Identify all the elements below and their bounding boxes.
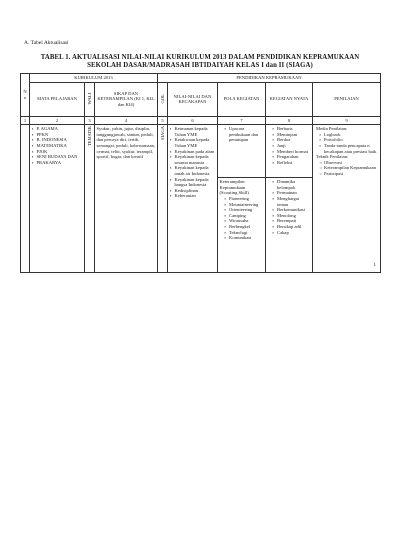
column-number: 2 bbox=[30, 116, 85, 125]
gol-value: SIAGA bbox=[159, 126, 165, 141]
list-item: ▪ Refleksi bbox=[277, 160, 311, 166]
header-nilai: NILAI-NILAI DAN KECAKAPAN bbox=[168, 82, 218, 116]
list-item: ▪ Dinamika kelompok bbox=[277, 179, 311, 190]
pola-bottom-list bbox=[224, 196, 264, 241]
list-item: ▪ B. INDONESIA bbox=[37, 137, 83, 143]
list-item: ▪ Teknologi bbox=[229, 230, 264, 236]
header-pendidikan: PENDIDIKAN KEPRAMUKAAN bbox=[158, 74, 381, 83]
list-item: ▪ MATEMATIKA bbox=[37, 143, 83, 149]
list-item: ▪ PPKN bbox=[37, 132, 83, 138]
sikap-text: Syukur, yakin, jujur, disiplin, tanggungjawab, santun, peduli, dan percaya diri, tertib, semangat, peduli, kebersamaan, cermat, teliti, syukur, terampil, sportif, bugar, dan kreatif bbox=[96, 126, 156, 160]
header-pola: POLA KEGIATAN bbox=[218, 82, 266, 116]
list-item: ▪ Pengarahan bbox=[277, 154, 311, 160]
list-item: ▪ Cakap bbox=[277, 230, 311, 236]
table-row bbox=[21, 125, 381, 273]
list-item: ▪ Berempati bbox=[277, 218, 311, 224]
page-number: 1 bbox=[373, 263, 376, 268]
actualization-table bbox=[20, 73, 381, 273]
list-item: ▪ Ketakwaan kepada Tuhan YME bbox=[175, 137, 216, 148]
list-item: ▪ Keberanian bbox=[175, 193, 216, 199]
teknik-penilaian-list bbox=[316, 160, 379, 177]
list-item: ▪ Tanda-tanda pencapaia n kecakapan atau prestasi baik bbox=[324, 143, 379, 154]
cell-kegiatan bbox=[266, 125, 313, 273]
cell-penilaian bbox=[313, 125, 381, 273]
list-item: ▪ Berkomunikasi bbox=[277, 207, 311, 213]
pola-label: Keterampilan Kepramukaan (Scouting Skill) bbox=[219, 179, 249, 196]
list-item: ▪ Portofolio bbox=[324, 137, 379, 143]
cell-gol bbox=[158, 125, 168, 273]
pola-bottom bbox=[218, 178, 265, 242]
column-number: 5 bbox=[158, 116, 168, 125]
list-item: ▪ Komunikasi bbox=[229, 235, 264, 241]
list-item: ▪ Menghargai teman bbox=[277, 196, 311, 207]
list-item: ▪ Keyakinan kepada tanah air Indonesia bbox=[175, 165, 216, 176]
pola-top bbox=[218, 125, 265, 178]
cell-nilai bbox=[168, 125, 218, 273]
pola-top-list bbox=[224, 126, 264, 143]
list-item: ○ Partisipasi bbox=[324, 171, 379, 177]
list-item: ▪ Bersikap adil bbox=[277, 224, 311, 230]
media-penilaian-label: Media Penilaian: bbox=[316, 126, 348, 132]
column-number: 1 bbox=[21, 116, 30, 125]
list-item: ▪ PJOK bbox=[37, 149, 83, 155]
kegiatan-top-list bbox=[272, 126, 311, 165]
header-kurikulum: KURIKULUM 2013 bbox=[30, 74, 158, 83]
list-item: ▪ Orienteering bbox=[229, 207, 264, 213]
list-item: ▪ Berdoa bbox=[277, 137, 311, 143]
list-item: ▪ Keyakinan pada alam bbox=[175, 149, 216, 155]
header-gol-cell bbox=[158, 82, 168, 116]
subject-list bbox=[32, 126, 83, 165]
list-item: ○ Observasi bbox=[324, 160, 379, 166]
kegiatan-bottom-list bbox=[272, 179, 311, 235]
list-item: ▪ Memberi hormat bbox=[277, 149, 311, 155]
list-item: ▪ Mountaineering bbox=[229, 202, 264, 208]
list-item: ▪ Berbaris bbox=[277, 126, 311, 132]
list-item: ▪ Permainan bbox=[277, 190, 311, 196]
header-row-1 bbox=[21, 74, 381, 83]
list-item: ▪ Keyakinan kepada bangsa Indonesia bbox=[175, 177, 216, 188]
list-item: ▪ Keyakinan kepada sesama manusia bbox=[175, 154, 216, 165]
header-row-2 bbox=[21, 82, 381, 116]
cell-mata-pelajaran bbox=[30, 125, 85, 273]
teknik-penilaian-label: Teknik Penilaian: bbox=[316, 154, 349, 160]
page-heading: A. Tabel Aktualisasi bbox=[24, 40, 69, 46]
list-item: ○ Keterampilan Kepramukaan bbox=[324, 165, 379, 171]
cell-pola bbox=[218, 125, 266, 273]
column-number: 9 bbox=[313, 116, 381, 125]
kegiatan-top bbox=[266, 125, 312, 178]
wali-value: TEMATIK bbox=[86, 126, 92, 147]
column-number-row bbox=[21, 116, 381, 125]
header-wali-cell bbox=[85, 82, 95, 116]
column-number: 8 bbox=[266, 116, 313, 125]
header-sikap: SIKAP DAN KETERAMPILAN (KI 1, KI2, dan KI4) bbox=[95, 82, 158, 116]
list-item: ▪ SENI BUDAYA DAN bbox=[37, 154, 83, 160]
document-title-line-2: SEKOLAH DASAR/MADRASAH IBTIDAIYAH KELAS I dan II (SIAGA) bbox=[87, 62, 313, 69]
header-gol: GOL bbox=[159, 94, 165, 104]
list-item: ▪ Camping bbox=[229, 213, 264, 219]
document-title-line-1: TABEL 1. AKTUALISASI NILAI-NILAI KURIKULUM 2013 DALAM PENDIDIKAN KEPRAMUKAAN bbox=[40, 54, 360, 61]
list-item: ▪ Kedisiplinan bbox=[175, 188, 216, 194]
media-penilaian-list bbox=[316, 132, 379, 154]
header-wali: WALI bbox=[86, 93, 92, 105]
list-item: ▪ Keimanan kepada Tuhan YME bbox=[175, 126, 216, 137]
list-item: ▪ PRAKARYA bbox=[37, 160, 83, 166]
column-number: 3 bbox=[85, 116, 95, 125]
header-penilaian: PENILAIAN bbox=[313, 82, 381, 116]
list-item: ▪ Janji bbox=[277, 143, 311, 149]
cell-sikap bbox=[95, 125, 158, 273]
list-item: ▪ Menolong bbox=[277, 213, 311, 219]
list-item: ▪ Upacara pembukaan dan penutupan bbox=[229, 126, 264, 143]
header-mata-pelajaran: MATA PELAJARAN bbox=[30, 82, 85, 116]
cell-no bbox=[21, 125, 30, 273]
list-item: ▪ P. AGAMA bbox=[37, 126, 83, 132]
list-item: ▪ Wirausaha bbox=[229, 218, 264, 224]
header-no: N o bbox=[21, 74, 30, 117]
list-item: ▪ Berbengkel bbox=[229, 224, 264, 230]
column-number: 7 bbox=[218, 116, 266, 125]
values-list bbox=[170, 126, 216, 199]
kegiatan-bottom bbox=[266, 178, 312, 236]
header-kegiatan: KEGIATAN NYATA bbox=[266, 82, 313, 116]
list-item: ▪ Meminjam bbox=[277, 132, 311, 138]
document-title bbox=[20, 54, 380, 70]
cell-wali bbox=[85, 125, 95, 273]
column-number: 6 bbox=[168, 116, 218, 125]
list-item: ▪ Logbook bbox=[324, 132, 379, 138]
list-item: ▪ Pioneering bbox=[229, 196, 264, 202]
column-number: 4 bbox=[95, 116, 158, 125]
